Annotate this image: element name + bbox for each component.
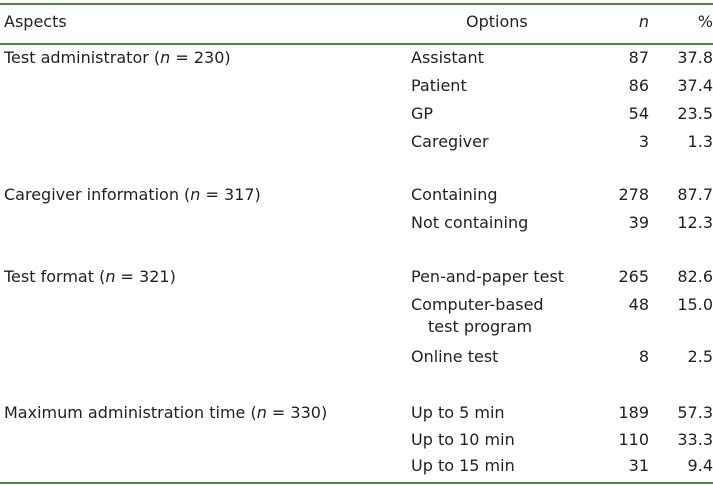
option-label-line2: test program bbox=[428, 317, 533, 336]
option-label: Up to 5 min bbox=[411, 403, 505, 422]
aspect-maximum-administration-time: Maximum administration time (n = 330) bbox=[4, 403, 328, 422]
option-percent: 23.5 bbox=[677, 104, 713, 123]
option-percent: 2.5 bbox=[687, 347, 713, 366]
option-percent: 1.3 bbox=[687, 132, 713, 151]
aspect-test-format: Test format (n = 321) bbox=[4, 267, 176, 286]
option-n: 3 bbox=[638, 132, 649, 151]
option-percent: 15.0 bbox=[677, 295, 713, 314]
option-n: 31 bbox=[628, 456, 649, 475]
option-percent: 87.7 bbox=[677, 185, 713, 204]
option-n: 86 bbox=[628, 76, 649, 95]
option-label: Online test bbox=[411, 347, 499, 366]
option-n: 278 bbox=[618, 185, 649, 204]
option-percent: 57.3 bbox=[677, 403, 713, 422]
table-header-rule bbox=[0, 43, 713, 45]
option-label: Up to 15 min bbox=[411, 456, 515, 475]
option-label: Containing bbox=[411, 185, 498, 204]
option-percent: 33.3 bbox=[677, 430, 713, 449]
option-label: Up to 10 min bbox=[411, 430, 515, 449]
option-percent: 82.6 bbox=[677, 267, 713, 286]
option-percent: 37.4 bbox=[677, 76, 713, 95]
option-percent: 9.4 bbox=[687, 456, 713, 475]
option-label: Caregiver bbox=[411, 132, 489, 151]
option-n: 54 bbox=[628, 104, 649, 123]
header-aspects: Aspects bbox=[4, 12, 67, 31]
option-n: 265 bbox=[618, 267, 649, 286]
option-n: 189 bbox=[618, 403, 649, 422]
option-n: 48 bbox=[628, 295, 649, 314]
header-percent: % bbox=[697, 12, 713, 31]
option-n: 87 bbox=[628, 48, 649, 67]
option-label-line1: Computer-based bbox=[411, 295, 544, 314]
option-n: 39 bbox=[628, 213, 649, 232]
aspect-caregiver-information: Caregiver information (n = 317) bbox=[4, 185, 261, 204]
option-percent: 12.3 bbox=[677, 213, 713, 232]
header-n: n bbox=[638, 12, 649, 31]
aspect-test-administrator: Test administrator (n = 230) bbox=[4, 48, 231, 67]
table-bottom-rule bbox=[0, 482, 713, 484]
option-label-multiline bbox=[411, 294, 544, 338]
option-label: Assistant bbox=[411, 48, 484, 67]
table-top-rule bbox=[0, 3, 713, 5]
option-label: Patient bbox=[411, 76, 467, 95]
option-label: GP bbox=[411, 104, 434, 123]
header-options: Options bbox=[466, 12, 528, 31]
option-n: 8 bbox=[638, 347, 649, 366]
option-percent: 37.8 bbox=[677, 48, 713, 67]
option-label: Pen-and-paper test bbox=[411, 267, 565, 286]
option-label: Not containing bbox=[411, 213, 529, 232]
option-n: 110 bbox=[618, 430, 649, 449]
